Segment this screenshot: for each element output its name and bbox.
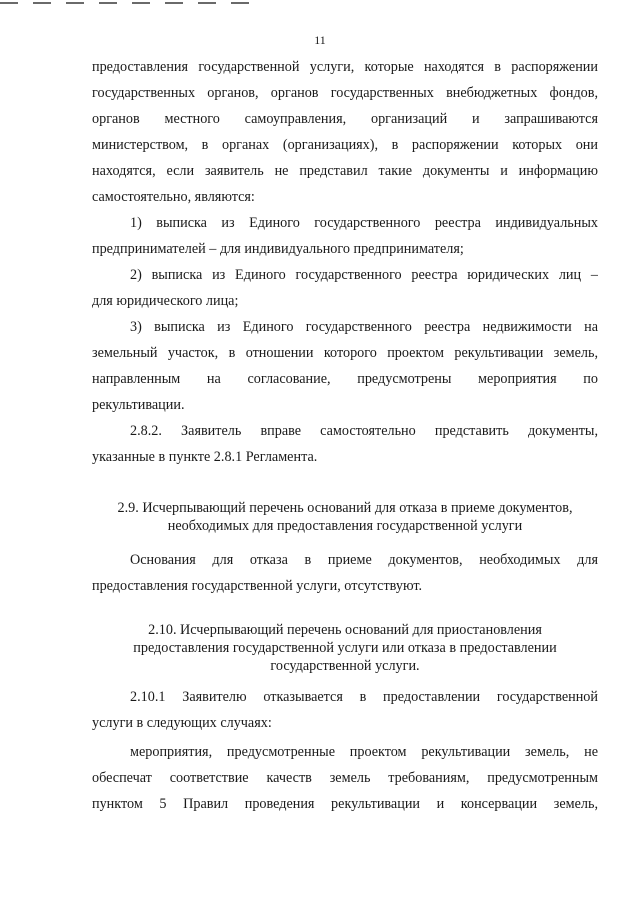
text-line: органов местного самоуправления, организаций и запрашиваются (92, 111, 598, 127)
paragraph-measures: мероприятия, предусмотренные проектом рекультивации земель, не (130, 744, 598, 760)
paragraph-2-8-2: 2.8.2. Заявитель вправе самостоятельно представить документы, (130, 423, 598, 439)
list-item-3: 3) выписка из Единого государственного реестра недвижимости на (130, 319, 598, 335)
text-line: министерством, в органах (организациях), в распоряжении которых они (92, 137, 598, 153)
section-heading-2-10: государственной услуги. (270, 658, 420, 674)
text-line: указанные в пункте 2.8.1 Регламента. (92, 449, 318, 465)
text-line: для юридического лица; (92, 293, 239, 309)
paragraph-2-10-1: 2.10.1 Заявителю отказывается в предоставлении государственной (130, 689, 598, 705)
text-line: предоставления государственной услуги, которые находятся в распоряжении (92, 59, 598, 75)
text-line: предоставления государственной услуги, отсутствуют. (92, 578, 423, 594)
text-line: предпринимателей – для индивидуального предпринимателя; (92, 241, 464, 257)
text-line: пунктом 5 Правил проведения рекультивации и консервации земель, (92, 796, 598, 812)
section-heading-2-10: 2.10. Исчерпывающий перечень оснований для приостановления (148, 622, 542, 638)
text-line: рекультивации. (92, 397, 185, 413)
list-item-2: 2) выписка из Единого государственного реестра юридических лиц – (130, 267, 598, 283)
section-heading-2-10: предоставления государственной услуги или отказа в предоставлении (133, 640, 557, 656)
text-line: услуги в следующих случаях: (92, 715, 272, 731)
text-line: государственных органов, органов государственных внебюджетных фондов, (92, 85, 598, 101)
text-line: земельный участок, в отношении которого проектом рекультивации земель, (92, 345, 598, 361)
paragraph-no-grounds: Основания для отказа в приеме документов, необходимых для (130, 552, 598, 568)
section-heading-2-9: 2.9. Исчерпывающий перечень оснований для отказа в приеме документов, (117, 500, 573, 516)
text-line: находятся, если заявитель не представил такие документы и информацию (92, 163, 598, 179)
page-number: 11 (314, 33, 326, 47)
text-line: самостоятельно, являются: (92, 189, 255, 205)
header-dashes (0, 0, 260, 6)
text-line: направленным на согласование, предусмотрены мероприятия по (92, 371, 598, 387)
text-line: обеспечат соответствие качеств земель требованиям, предусмотренным (92, 770, 598, 786)
list-item-1: 1) выписка из Единого государственного реестра индивидуальных (130, 215, 598, 231)
section-heading-2-9: необходимых для предоставления государственной услуги (167, 518, 523, 534)
